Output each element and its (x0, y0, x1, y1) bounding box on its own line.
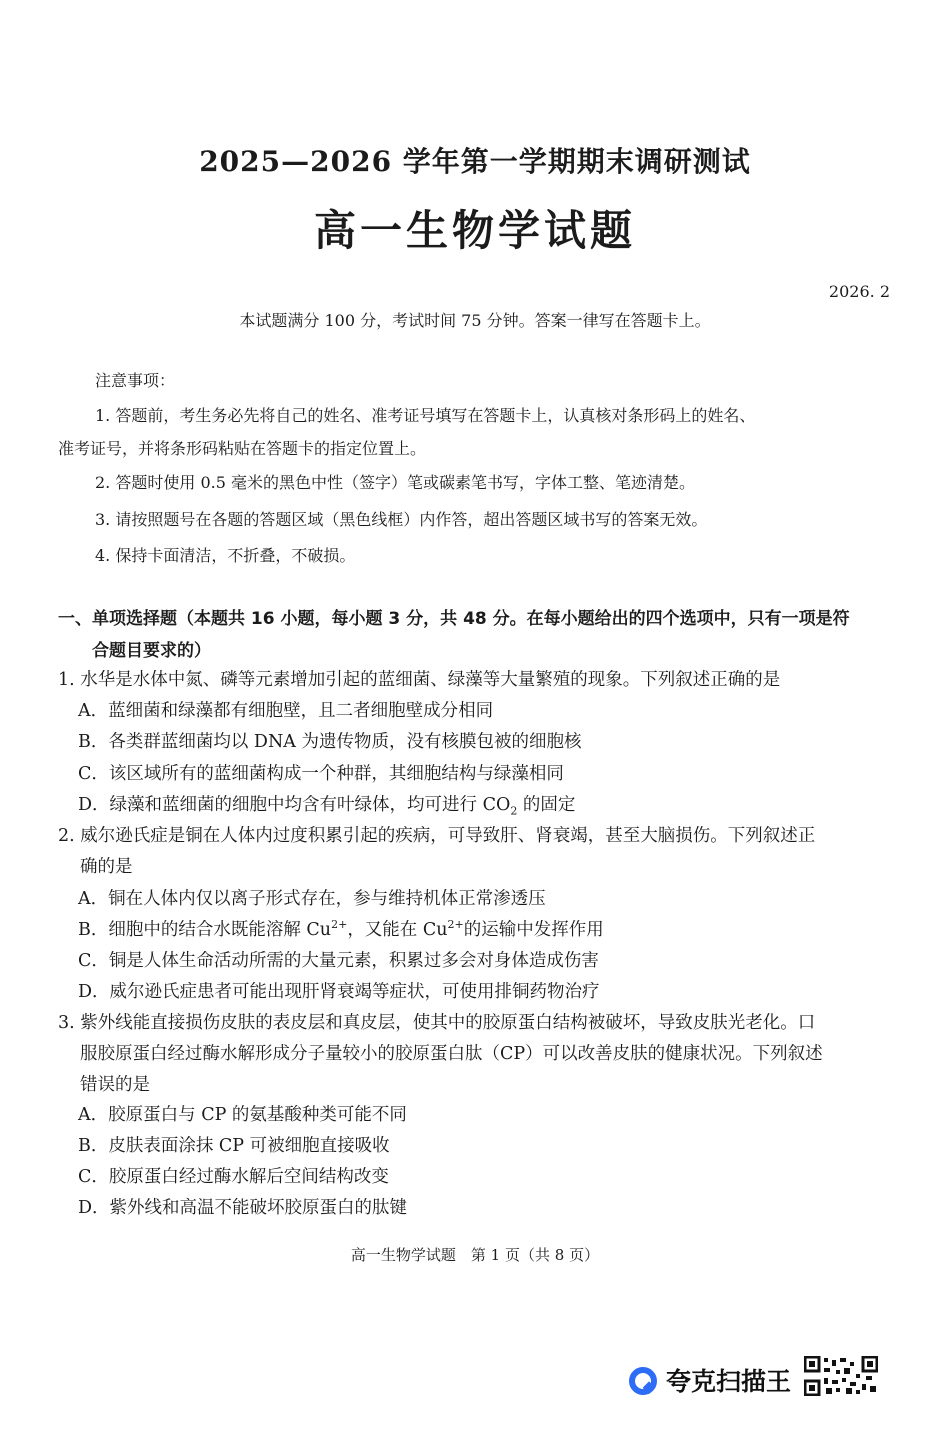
notice-heading: 注意事项： (95, 371, 176, 390)
question-3-stem: 3. 紫外线能直接损伤皮肤的表皮层和真皮层，使其中的胶原蛋白结构被破坏，导致皮肤光老化。口 (58, 1013, 816, 1033)
question-2-option-b (78, 916, 604, 941)
notice-item-1: 1. 答题前，考生务必先将自己的姓名、准考证号填写在答题卡上，认真核对条形码上的姓名、 (95, 406, 756, 425)
option-text: B．细胞中的结合水既能溶解 Cu (78, 920, 332, 940)
qr-code-icon (804, 1356, 878, 1396)
question-1-stem: 1. 水华是水体中氮、磷等元素增加引起的蓝细菌、绿藻等大量繁殖的现象。下列叙述正确的是 (58, 670, 781, 690)
question-1-option-b: B．各类群蓝细菌均以 DNA 为遗传物质，没有核膜包被的细胞核 (78, 732, 582, 752)
section-heading-continued: 合题目要求的） (92, 641, 211, 661)
exam-date: 2026. 2 (828, 282, 890, 301)
question-2-stem: 2. 威尔逊氏症是铜在人体内过度积累引起的疾病，可导致肝、肾衰竭，甚至大脑损伤。下列叙述正 (58, 826, 816, 846)
question-3-option-c: C．胶原蛋白经过酶水解后空间结构改变 (78, 1167, 389, 1187)
option-text: ，又能在 Cu (347, 920, 448, 940)
question-1-option-a: A．蓝细菌和绿藻都有细胞壁，且二者细胞壁成分相同 (78, 701, 494, 721)
superscript: 2+ (447, 918, 464, 932)
superscript: 2+ (331, 918, 348, 932)
notice-item-2: 2. 答题时使用 0.5 毫米的黑色中性（签字）笔或碳素笔书写，字体工整、笔迹清楚。 (95, 473, 695, 492)
question-3-stem-continued: 服胶原蛋白经过酶水解形成分子量较小的胶原蛋白肽（CP）可以改善皮肤的健康状况。下列叙述 (80, 1044, 823, 1064)
scanner-logo-icon (628, 1366, 658, 1396)
question-3-option-b: B．皮肤表面涂抹 CP 可被细胞直接吸收 (78, 1136, 390, 1156)
option-text: 的运输中发挥作用 (463, 920, 604, 940)
exam-intro: 本试题满分 100 分，考试时间 75 分钟。答案一律写在答题卡上。 (239, 311, 711, 330)
scanner-brand: 夸克扫描王 (666, 1367, 792, 1396)
option-text: 的固定 (517, 795, 576, 815)
question-2-option-c: C．铜是人体生命活动所需的大量元素，积累过多会对身体造成伤害 (78, 951, 599, 971)
question-1-option-d (78, 791, 575, 816)
question-3-option-d: D．紫外线和高温不能破坏胶原蛋白的肽键 (78, 1198, 408, 1218)
question-3-option-a: A．胶原蛋白与 CP 的氨基酸种类可能不同 (78, 1105, 407, 1125)
question-3-stem-continued-2: 错误的是 (80, 1075, 150, 1095)
question-2-stem-continued: 确的是 (80, 857, 133, 877)
page-footer: 高一生物学试题 第 1 页（共 8 页） (350, 1246, 600, 1264)
subscript: 2 (510, 804, 518, 818)
question-2-option-d: D．威尔逊氏症患者可能出现肝肾衰竭等症状，可使用排铜药物治疗 (78, 982, 600, 1002)
question-2-option-a: A．铜在人体内仅以离子形式存在，参与维持机体正常渗透压 (78, 889, 546, 909)
question-1-option-c: C．该区域所有的蓝细菌构成一个种群，其细胞结构与绿藻相同 (78, 764, 564, 784)
notice-item-4: 4. 保持卡面清洁，不折叠，不破损。 (95, 546, 356, 565)
exam-title: 2025—2026 学年第一学期期末调研测试 (199, 145, 751, 178)
option-text: D．绿藻和蓝细菌的细胞中均含有叶绿体，均可进行 CO (78, 795, 511, 815)
notice-item-3: 3. 请按照题号在各题的答题区域（黑色线框）内作答，超出答题区域书写的答案无效。 (95, 510, 708, 529)
notice-item-1-continued: 准考证号，并将条形码粘贴在答题卡的指定位置上。 (58, 439, 427, 458)
section-heading: 一、单项选择题（本题共 16 小题，每小题 3 分，共 48 分。在每小题给出的四个选项中，只有一项是符 (58, 609, 850, 629)
subject-title: 高一生物学试题 (313, 206, 636, 255)
